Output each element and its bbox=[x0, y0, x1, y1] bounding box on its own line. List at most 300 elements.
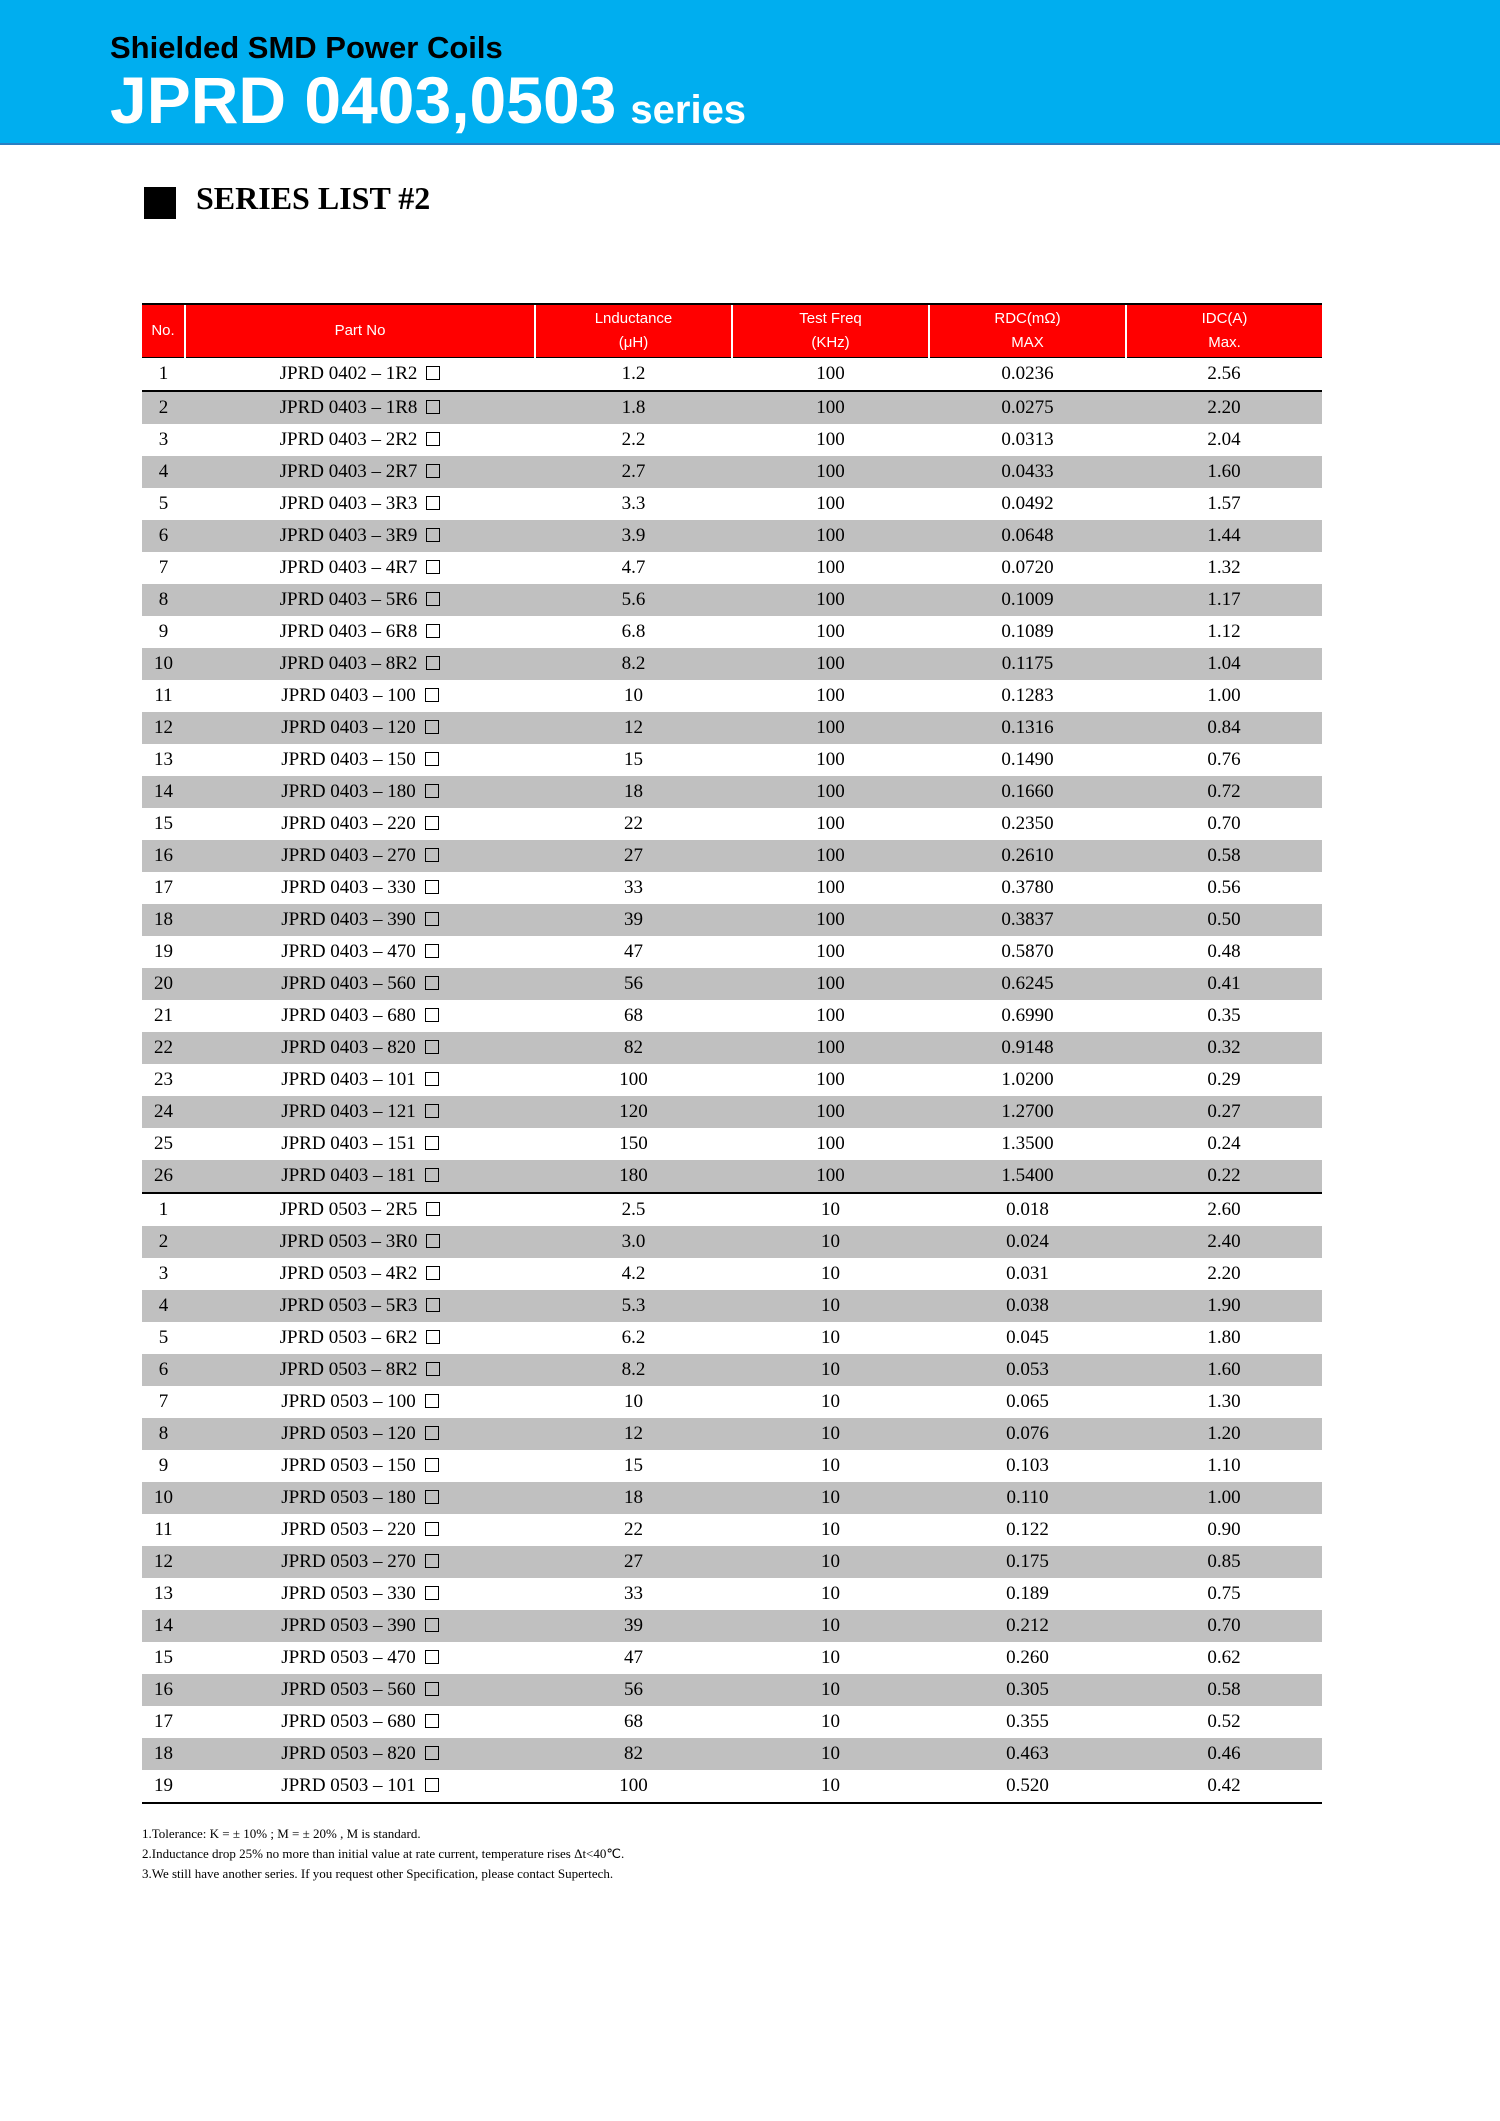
cell-idc bbox=[1126, 520, 1322, 552]
cell-part-no bbox=[185, 1482, 535, 1514]
cell-part-no-text: JPRD 0503 – 390 bbox=[281, 1615, 416, 1636]
cell-part-no bbox=[185, 1418, 535, 1450]
cell-part-no bbox=[185, 1642, 535, 1674]
cell-rdc-text: 0.065 bbox=[1006, 1391, 1049, 1412]
cell-test-freq-text: 10 bbox=[821, 1455, 840, 1476]
cell-test-freq bbox=[732, 1160, 929, 1193]
cell-no bbox=[142, 1193, 185, 1226]
cell-inductance bbox=[535, 1770, 732, 1803]
cell-idc bbox=[1126, 680, 1322, 712]
table-row bbox=[142, 1610, 1322, 1642]
tolerance-checkbox-icon bbox=[425, 816, 439, 830]
cell-idc bbox=[1126, 1418, 1322, 1450]
cell-test-freq bbox=[732, 1128, 929, 1160]
cell-no bbox=[142, 1738, 185, 1770]
cell-rdc-text: 1.2700 bbox=[1001, 1101, 1054, 1122]
cell-rdc-text: 0.103 bbox=[1006, 1455, 1049, 1476]
cell-part-no bbox=[185, 1000, 535, 1032]
cell-inductance-text: 1.2 bbox=[621, 363, 646, 384]
table-row bbox=[142, 808, 1322, 840]
cell-idc-text: 2.40 bbox=[1207, 1231, 1241, 1252]
cell-idc-text: 2.56 bbox=[1207, 363, 1241, 384]
cell-rdc-text: 0.5870 bbox=[1001, 941, 1054, 962]
cell-idc-text: 0.58 bbox=[1207, 845, 1241, 866]
cell-idc-text: 0.90 bbox=[1207, 1519, 1241, 1540]
table-row bbox=[142, 1064, 1322, 1096]
cell-test-freq bbox=[732, 1674, 929, 1706]
tolerance-checkbox-icon bbox=[425, 1458, 439, 1472]
col-header-label: No. bbox=[151, 322, 175, 339]
tolerance-checkbox-icon bbox=[425, 848, 439, 862]
cell-no bbox=[142, 616, 185, 648]
cell-test-freq-text: 10 bbox=[821, 1327, 840, 1348]
cell-rdc bbox=[929, 1610, 1126, 1642]
cell-test-freq bbox=[732, 744, 929, 776]
cell-test-freq bbox=[732, 1290, 929, 1322]
table-row bbox=[142, 1674, 1322, 1706]
cell-part-no-text: JPRD 0503 – 6R2 bbox=[279, 1327, 418, 1348]
cell-test-freq-text: 100 bbox=[816, 363, 845, 384]
cell-inductance-text: 27 bbox=[624, 845, 643, 866]
cell-no-text: 11 bbox=[154, 685, 173, 706]
cell-rdc bbox=[929, 1674, 1126, 1706]
table-row bbox=[142, 776, 1322, 808]
cell-idc bbox=[1126, 1354, 1322, 1386]
col-header-unit: Max. bbox=[1208, 334, 1241, 351]
cell-idc bbox=[1126, 872, 1322, 904]
cell-rdc bbox=[929, 936, 1126, 968]
cell-idc bbox=[1126, 776, 1322, 808]
table-row bbox=[142, 391, 1322, 424]
cell-inductance-text: 68 bbox=[624, 1005, 643, 1026]
col-header-inductance bbox=[535, 304, 732, 358]
cell-inductance bbox=[535, 1450, 732, 1482]
cell-no-text: 16 bbox=[154, 845, 173, 866]
cell-part-no bbox=[185, 1706, 535, 1738]
cell-idc bbox=[1126, 1322, 1322, 1354]
cell-test-freq bbox=[732, 968, 929, 1000]
cell-test-freq-text: 100 bbox=[816, 717, 845, 738]
cell-test-freq bbox=[732, 584, 929, 616]
cell-no-text: 9 bbox=[158, 1455, 169, 1476]
cell-rdc bbox=[929, 520, 1126, 552]
cell-idc-text: 0.24 bbox=[1207, 1133, 1241, 1154]
cell-part-no bbox=[185, 840, 535, 872]
col-header-unit: (KHz) bbox=[811, 334, 850, 351]
cell-inductance bbox=[535, 840, 732, 872]
cell-part-no-text: JPRD 0403 – 3R3 bbox=[279, 493, 418, 514]
cell-test-freq-text: 100 bbox=[816, 1069, 845, 1090]
cell-rdc-text: 0.260 bbox=[1006, 1647, 1049, 1668]
cell-rdc bbox=[929, 1738, 1126, 1770]
cell-part-no-text: JPRD 0503 – 101 bbox=[281, 1775, 416, 1796]
tolerance-checkbox-icon bbox=[425, 752, 439, 766]
cell-rdc bbox=[929, 1578, 1126, 1610]
cell-rdc bbox=[929, 1226, 1126, 1258]
col-header-unit: MAX bbox=[1011, 334, 1044, 351]
cell-inductance bbox=[535, 776, 732, 808]
cell-part-no bbox=[185, 1096, 535, 1128]
cell-rdc-text: 0.355 bbox=[1006, 1711, 1049, 1732]
cell-inductance-text: 2.5 bbox=[621, 1199, 646, 1220]
cell-inductance-text: 4.7 bbox=[621, 557, 646, 578]
cell-no bbox=[142, 1096, 185, 1128]
tolerance-checkbox-icon bbox=[425, 1040, 439, 1054]
cell-idc-text: 1.60 bbox=[1207, 1359, 1241, 1380]
tolerance-checkbox-icon bbox=[426, 656, 440, 670]
cell-rdc-text: 0.1089 bbox=[1001, 621, 1054, 642]
cell-idc bbox=[1126, 1706, 1322, 1738]
footnotes bbox=[142, 1824, 624, 1884]
table-row bbox=[142, 358, 1322, 392]
cell-test-freq-text: 100 bbox=[816, 653, 845, 674]
cell-test-freq-text: 10 bbox=[821, 1583, 840, 1604]
cell-rdc bbox=[929, 424, 1126, 456]
cell-test-freq-text: 10 bbox=[821, 1199, 840, 1220]
cell-no bbox=[142, 1514, 185, 1546]
cell-inductance bbox=[535, 1578, 732, 1610]
cell-inductance-text: 82 bbox=[624, 1037, 643, 1058]
cell-no bbox=[142, 584, 185, 616]
cell-part-no-text: JPRD 0403 – 390 bbox=[281, 909, 416, 930]
table-row bbox=[142, 1386, 1322, 1418]
cell-test-freq-text: 10 bbox=[821, 1231, 840, 1252]
cell-rdc-text: 0.0648 bbox=[1001, 525, 1054, 546]
cell-part-no bbox=[185, 1610, 535, 1642]
cell-part-no-text: JPRD 0403 – 121 bbox=[281, 1101, 416, 1122]
section-bullet-icon bbox=[144, 187, 176, 219]
cell-no-text: 2 bbox=[158, 1231, 169, 1252]
cell-rdc bbox=[929, 552, 1126, 584]
cell-test-freq bbox=[732, 1610, 929, 1642]
cell-inductance bbox=[535, 424, 732, 456]
table-row bbox=[142, 616, 1322, 648]
cell-rdc bbox=[929, 808, 1126, 840]
cell-idc-text: 1.10 bbox=[1207, 1455, 1241, 1476]
cell-no bbox=[142, 648, 185, 680]
cell-idc-text: 1.32 bbox=[1207, 557, 1241, 578]
tolerance-checkbox-icon bbox=[426, 560, 440, 574]
cell-inductance bbox=[535, 1642, 732, 1674]
col-header-part-no bbox=[185, 304, 535, 358]
cell-inductance bbox=[535, 616, 732, 648]
cell-rdc bbox=[929, 840, 1126, 872]
cell-part-no bbox=[185, 1290, 535, 1322]
cell-part-no-text: JPRD 0403 – 3R9 bbox=[279, 525, 418, 546]
cell-rdc bbox=[929, 616, 1126, 648]
cell-test-freq-text: 100 bbox=[816, 973, 845, 994]
tolerance-checkbox-icon bbox=[426, 432, 440, 446]
cell-inductance-text: 4.2 bbox=[621, 1263, 646, 1284]
cell-rdc bbox=[929, 904, 1126, 936]
cell-inductance bbox=[535, 936, 732, 968]
cell-rdc-text: 0.1660 bbox=[1001, 781, 1054, 802]
cell-inductance bbox=[535, 1354, 732, 1386]
cell-rdc-text: 0.018 bbox=[1006, 1199, 1049, 1220]
cell-no-text: 26 bbox=[154, 1165, 173, 1186]
tolerance-checkbox-icon bbox=[426, 400, 440, 414]
cell-test-freq-text: 100 bbox=[816, 557, 845, 578]
cell-part-no-text: JPRD 0503 – 3R0 bbox=[279, 1231, 418, 1252]
cell-no-text: 13 bbox=[154, 1583, 173, 1604]
section-title: SERIES LIST #2 bbox=[196, 180, 431, 216]
cell-rdc bbox=[929, 358, 1126, 392]
table-row bbox=[142, 1096, 1322, 1128]
table-row bbox=[142, 968, 1322, 1000]
cell-part-no bbox=[185, 1674, 535, 1706]
cell-part-no bbox=[185, 1450, 535, 1482]
cell-rdc-text: 0.024 bbox=[1006, 1231, 1049, 1252]
cell-test-freq bbox=[732, 808, 929, 840]
table-row bbox=[142, 1354, 1322, 1386]
table-row bbox=[142, 1226, 1322, 1258]
table-row bbox=[142, 1482, 1322, 1514]
cell-no bbox=[142, 1064, 185, 1096]
cell-test-freq bbox=[732, 1546, 929, 1578]
cell-idc-text: 0.84 bbox=[1207, 717, 1241, 738]
cell-test-freq-text: 100 bbox=[816, 1165, 845, 1186]
cell-rdc-text: 0.110 bbox=[1006, 1487, 1049, 1508]
cell-rdc bbox=[929, 1290, 1126, 1322]
tolerance-checkbox-icon bbox=[426, 1298, 440, 1312]
cell-part-no bbox=[185, 712, 535, 744]
cell-no bbox=[142, 488, 185, 520]
cell-inductance-text: 33 bbox=[624, 877, 643, 898]
cell-no-text: 5 bbox=[158, 493, 169, 514]
cell-inductance bbox=[535, 744, 732, 776]
cell-rdc-text: 1.3500 bbox=[1001, 1133, 1054, 1154]
tolerance-checkbox-icon bbox=[425, 1136, 439, 1150]
cell-no-text: 17 bbox=[154, 877, 173, 898]
table-row bbox=[142, 680, 1322, 712]
cell-rdc-text: 0.212 bbox=[1006, 1615, 1049, 1636]
cell-part-no bbox=[185, 1160, 535, 1193]
col-header-test-freq bbox=[732, 304, 929, 358]
cell-rdc-text: 0.6245 bbox=[1001, 973, 1054, 994]
tolerance-checkbox-icon bbox=[426, 1202, 440, 1216]
cell-inductance bbox=[535, 391, 732, 424]
cell-rdc bbox=[929, 712, 1126, 744]
cell-test-freq-text: 10 bbox=[821, 1551, 840, 1572]
header-banner bbox=[0, 0, 1500, 145]
cell-part-no-text: JPRD 0403 – 151 bbox=[281, 1133, 416, 1154]
cell-inductance bbox=[535, 1000, 732, 1032]
cell-part-no-text: JPRD 0403 – 8R2 bbox=[279, 653, 418, 674]
cell-inductance bbox=[535, 1610, 732, 1642]
col-header-label: RDC(mΩ) bbox=[994, 310, 1061, 327]
cell-part-no-text: JPRD 0403 – 120 bbox=[281, 717, 416, 738]
cell-rdc bbox=[929, 1546, 1126, 1578]
cell-rdc bbox=[929, 968, 1126, 1000]
cell-idc-text: 0.52 bbox=[1207, 1711, 1241, 1732]
cell-test-freq bbox=[732, 1450, 929, 1482]
table-row bbox=[142, 1642, 1322, 1674]
cell-rdc-text: 0.520 bbox=[1006, 1775, 1049, 1796]
cell-rdc-text: 0.0236 bbox=[1001, 363, 1054, 384]
cell-part-no bbox=[185, 680, 535, 712]
cell-test-freq bbox=[732, 712, 929, 744]
cell-inductance bbox=[535, 1418, 732, 1450]
cell-idc-text: 0.29 bbox=[1207, 1069, 1241, 1090]
cell-no bbox=[142, 776, 185, 808]
tolerance-checkbox-icon bbox=[425, 1618, 439, 1632]
cell-test-freq-text: 10 bbox=[821, 1615, 840, 1636]
cell-no-text: 16 bbox=[154, 1679, 173, 1700]
cell-no bbox=[142, 1578, 185, 1610]
table-row bbox=[142, 1738, 1322, 1770]
cell-idc bbox=[1126, 1064, 1322, 1096]
cell-no-text: 19 bbox=[154, 1775, 173, 1796]
cell-idc bbox=[1126, 424, 1322, 456]
cell-inductance bbox=[535, 456, 732, 488]
cell-inductance bbox=[535, 872, 732, 904]
cell-rdc bbox=[929, 1064, 1126, 1096]
cell-no-text: 14 bbox=[154, 1615, 173, 1636]
cell-rdc-text: 0.1009 bbox=[1001, 589, 1054, 610]
cell-part-no-text: JPRD 0403 – 560 bbox=[281, 973, 416, 994]
cell-part-no bbox=[185, 904, 535, 936]
cell-part-no bbox=[185, 1064, 535, 1096]
cell-rdc-text: 0.0313 bbox=[1001, 429, 1054, 450]
cell-inductance-text: 39 bbox=[624, 1615, 643, 1636]
cell-part-no bbox=[185, 744, 535, 776]
cell-idc bbox=[1126, 358, 1322, 392]
tolerance-checkbox-icon bbox=[425, 720, 439, 734]
cell-rdc bbox=[929, 1514, 1126, 1546]
cell-inductance-text: 12 bbox=[624, 1423, 643, 1444]
cell-rdc-text: 0.122 bbox=[1006, 1519, 1049, 1540]
cell-idc-text: 2.20 bbox=[1207, 1263, 1241, 1284]
tolerance-checkbox-icon bbox=[425, 1490, 439, 1504]
cell-test-freq bbox=[732, 1226, 929, 1258]
cell-part-no bbox=[185, 968, 535, 1000]
cell-idc-text: 1.04 bbox=[1207, 653, 1241, 674]
tolerance-checkbox-icon bbox=[425, 1426, 439, 1440]
cell-idc bbox=[1126, 936, 1322, 968]
cell-part-no-text: JPRD 0503 – 680 bbox=[281, 1711, 416, 1732]
cell-idc-text: 0.42 bbox=[1207, 1775, 1241, 1796]
cell-test-freq-text: 10 bbox=[821, 1487, 840, 1508]
cell-inductance-text: 5.6 bbox=[621, 589, 646, 610]
cell-test-freq bbox=[732, 424, 929, 456]
cell-inductance-text: 39 bbox=[624, 909, 643, 930]
tolerance-checkbox-icon bbox=[425, 1008, 439, 1022]
cell-part-no-text: JPRD 0403 – 181 bbox=[281, 1165, 416, 1186]
table-body bbox=[142, 358, 1322, 1804]
cell-part-no bbox=[185, 1032, 535, 1064]
cell-test-freq bbox=[732, 1000, 929, 1032]
cell-rdc bbox=[929, 1642, 1126, 1674]
cell-inductance bbox=[535, 1193, 732, 1226]
cell-rdc-text: 0.0720 bbox=[1001, 557, 1054, 578]
cell-rdc bbox=[929, 1096, 1126, 1128]
cell-idc bbox=[1126, 1450, 1322, 1482]
cell-no-text: 1 bbox=[158, 1199, 169, 1220]
cell-part-no-text: JPRD 0403 – 820 bbox=[281, 1037, 416, 1058]
cell-part-no bbox=[185, 1578, 535, 1610]
cell-idc-text: 1.90 bbox=[1207, 1295, 1241, 1316]
cell-part-no bbox=[185, 1770, 535, 1803]
tolerance-checkbox-icon bbox=[426, 1234, 440, 1248]
cell-part-no-text: JPRD 0503 – 820 bbox=[281, 1743, 416, 1764]
cell-part-no-text: JPRD 0403 – 470 bbox=[281, 941, 416, 962]
cell-idc-text: 1.80 bbox=[1207, 1327, 1241, 1348]
table-row bbox=[142, 904, 1322, 936]
cell-idc-text: 1.12 bbox=[1207, 621, 1241, 642]
cell-idc bbox=[1126, 1674, 1322, 1706]
cell-rdc-text: 0.6990 bbox=[1001, 1005, 1054, 1026]
cell-idc-text: 0.62 bbox=[1207, 1647, 1241, 1668]
cell-part-no-text: JPRD 0503 – 220 bbox=[281, 1519, 416, 1540]
cell-idc-text: 0.58 bbox=[1207, 1679, 1241, 1700]
cell-rdc bbox=[929, 1258, 1126, 1290]
cell-no bbox=[142, 872, 185, 904]
cell-inductance bbox=[535, 1706, 732, 1738]
cell-test-freq-text: 100 bbox=[816, 781, 845, 802]
cell-inductance-text: 47 bbox=[624, 941, 643, 962]
cell-inductance bbox=[535, 1128, 732, 1160]
cell-no-text: 11 bbox=[154, 1519, 173, 1540]
cell-test-freq-text: 10 bbox=[821, 1263, 840, 1284]
cell-idc bbox=[1126, 1258, 1322, 1290]
cell-inductance-text: 56 bbox=[624, 1679, 643, 1700]
cell-idc bbox=[1126, 584, 1322, 616]
cell-no bbox=[142, 358, 185, 392]
cell-inductance-text: 47 bbox=[624, 1647, 643, 1668]
cell-no bbox=[142, 1418, 185, 1450]
cell-no bbox=[142, 1032, 185, 1064]
cell-inductance-text: 100 bbox=[619, 1069, 648, 1090]
cell-rdc bbox=[929, 1706, 1126, 1738]
cell-rdc bbox=[929, 456, 1126, 488]
cell-idc bbox=[1126, 1032, 1322, 1064]
cell-part-no-text: JPRD 0503 – 270 bbox=[281, 1551, 416, 1572]
table-row bbox=[142, 1770, 1322, 1803]
cell-rdc bbox=[929, 1128, 1126, 1160]
col-header-unit: (μH) bbox=[618, 334, 649, 351]
cell-part-no bbox=[185, 1226, 535, 1258]
cell-no-text: 18 bbox=[154, 909, 173, 930]
cell-inductance bbox=[535, 552, 732, 584]
cell-rdc-text: 0.9148 bbox=[1001, 1037, 1054, 1058]
tolerance-checkbox-icon bbox=[426, 496, 440, 510]
tolerance-checkbox-icon bbox=[425, 1714, 439, 1728]
cell-no-text: 2 bbox=[158, 397, 169, 418]
table-row bbox=[142, 1000, 1322, 1032]
product-category-title: Shielded SMD Power Coils bbox=[110, 30, 503, 65]
table-row bbox=[142, 872, 1322, 904]
cell-inductance bbox=[535, 1738, 732, 1770]
cell-rdc-text: 0.3837 bbox=[1001, 909, 1054, 930]
cell-inductance-text: 18 bbox=[624, 1487, 643, 1508]
cell-idc bbox=[1126, 648, 1322, 680]
cell-test-freq bbox=[732, 520, 929, 552]
product-series-title bbox=[110, 62, 746, 138]
tolerance-checkbox-icon bbox=[426, 1266, 440, 1280]
cell-no bbox=[142, 1546, 185, 1578]
tolerance-checkbox-icon bbox=[425, 688, 439, 702]
table-row bbox=[142, 552, 1322, 584]
table-row bbox=[142, 1258, 1322, 1290]
cell-idc bbox=[1126, 808, 1322, 840]
cell-rdc-text: 0.1316 bbox=[1001, 717, 1054, 738]
cell-test-freq bbox=[732, 1258, 929, 1290]
cell-idc-text: 0.76 bbox=[1207, 749, 1241, 770]
cell-inductance-text: 5.3 bbox=[621, 1295, 646, 1316]
cell-inductance-text: 3.0 bbox=[621, 1231, 646, 1252]
cell-idc bbox=[1126, 552, 1322, 584]
cell-part-no bbox=[185, 358, 535, 392]
